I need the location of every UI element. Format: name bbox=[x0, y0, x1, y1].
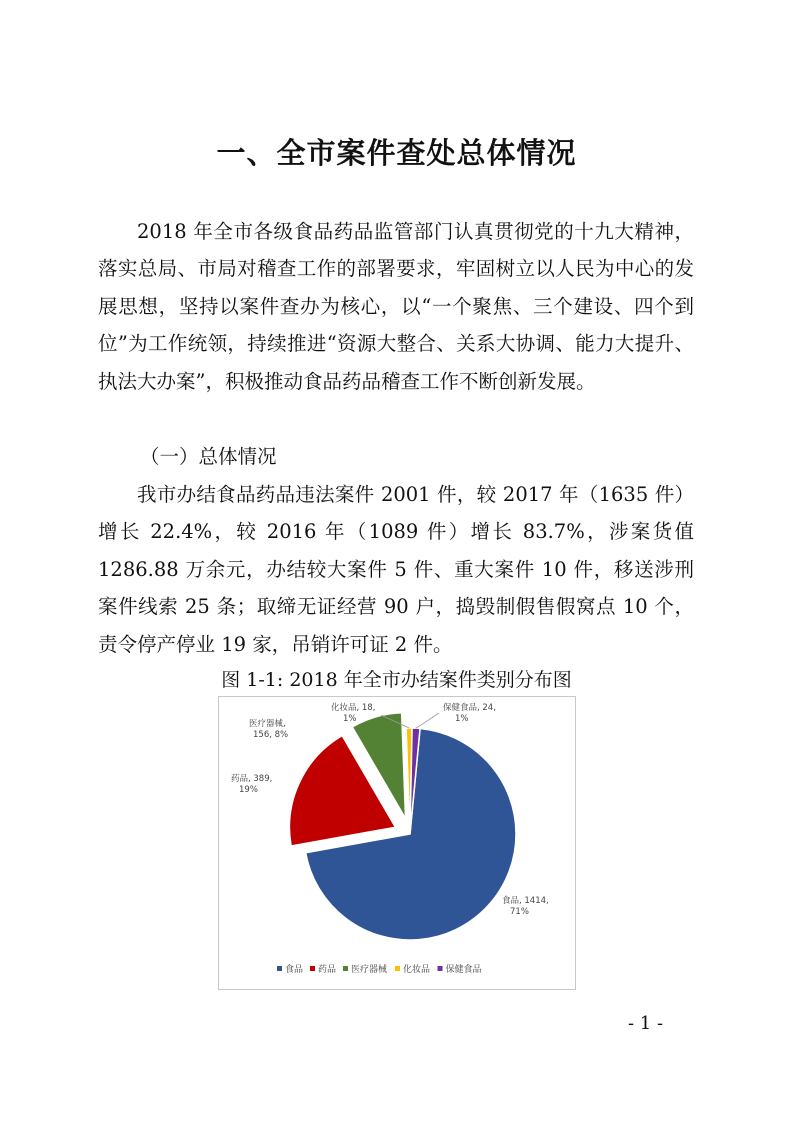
legend-swatch-5 bbox=[438, 966, 443, 971]
page-number: - 1 - bbox=[628, 1013, 664, 1034]
slice-label-2: 药品, 389, 19% bbox=[231, 774, 273, 795]
legend-swatch-2 bbox=[310, 966, 315, 971]
slice-label-3: 医疗器械, 156, 8% bbox=[249, 719, 289, 740]
slice-label-4: 化妆品, 18, 1% bbox=[331, 703, 376, 724]
legend-swatch-1 bbox=[277, 966, 282, 971]
page-heading: 一、全市案件查处总体情况 bbox=[216, 136, 577, 170]
figure-caption: 图 1-1: 2018 年全市办结案件类别分布图 bbox=[221, 669, 572, 691]
slice-label-1: 食品, 1414, 71% bbox=[502, 896, 549, 917]
intro-paragraph: 2018 年全市各级食品药品监管部门认真贯彻党的十九大精神，落实总局、市局对稽查工作的部署要求，牢固树立以人民为中心的发展思想，坚持以案件查办为核心，以“一个聚焦、三个建设、四个到位”为工作统领，持续推进“资源大整合、关系大协调、能力大提升、执法大办案”，积极推动食品药品稽查工作不断创新发展。 bbox=[98, 220, 694, 393]
legend-label-3: 医疗器械 bbox=[351, 965, 388, 975]
legend-label-1: 食品 bbox=[285, 965, 304, 975]
slice-label-5: 保健食品, 24, 1% bbox=[443, 703, 496, 724]
legend-label-2: 药品 bbox=[318, 965, 337, 975]
legend-label-4: 化妆品 bbox=[403, 965, 431, 975]
legend-swatch-3 bbox=[343, 966, 348, 971]
pie-chart-svg bbox=[219, 697, 575, 989]
leader-line-5 bbox=[416, 713, 439, 728]
legend-swatch-4 bbox=[395, 966, 400, 971]
pie-chart bbox=[218, 696, 576, 990]
summary-paragraph: 我市办结食品药品违法案件 2001 件，较 2017 年（1635 件）增长 22.4%，较 2016 年（1089 件）增长 83.7%，涉案货值 1286.88 万余元，办结较大案件 5 件、重大案件 10 件，移送涉刑案件线索 25 条；取缔无证经营 90 户，捣毁制假售假窝点 10 个，责令停产停业 19 家，吊销许可证 2 件。 bbox=[98, 483, 694, 656]
legend-label-5: 保健食品 bbox=[445, 965, 482, 975]
section-title: （一）总体情况 bbox=[140, 445, 277, 468]
